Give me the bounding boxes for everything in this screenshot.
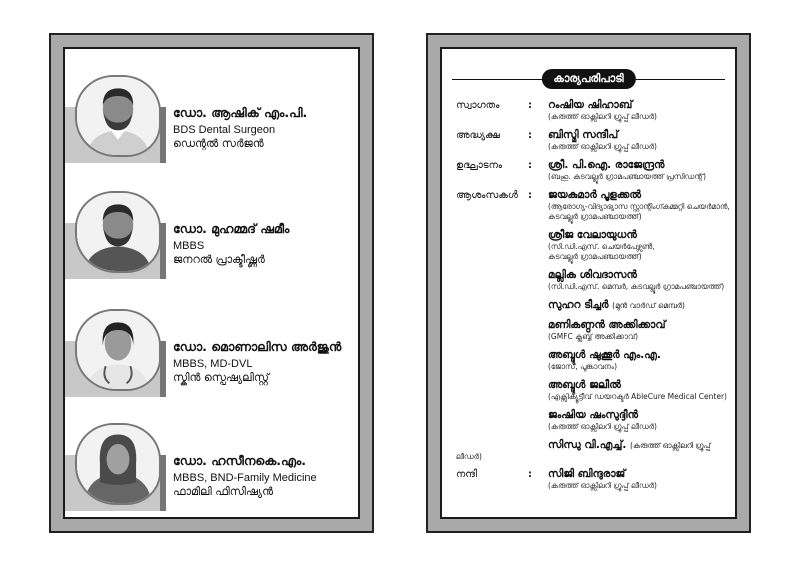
- programme-people: [548, 189, 736, 452]
- doctor-text: [173, 453, 317, 499]
- person-name: റംഷിയ ഷിഹാബ്: [548, 99, 633, 111]
- programme-row-thanks: [456, 468, 736, 498]
- person-desc-wrap: ലീഡർ): [456, 452, 482, 461]
- programme-person: [548, 99, 736, 122]
- person-name: സിന്ധു വി.എച്ച്.: [548, 439, 627, 451]
- programme-colon: :: [528, 160, 532, 171]
- doctor-card-4: [65, 419, 358, 519]
- doctor-qualification: MBBS, BND-Family Medicine: [173, 472, 317, 484]
- programme-role: ആശംസകൾ: [456, 190, 518, 201]
- person-desc: കടവല്ലൂർ ഗ്രാമപഞ്ചായത്ത്): [548, 252, 642, 261]
- doctor-card-3: [65, 305, 358, 405]
- programme-role: സ്വാഗതം: [456, 100, 500, 111]
- doctor-text: [173, 105, 307, 151]
- programme-row-welcome: [456, 99, 736, 129]
- person-desc: (കരുത്ത് ഓക്സിലറി ഗ്രൂപ്പ് ലീഡർ): [548, 481, 657, 490]
- programme-people: [548, 129, 736, 159]
- programme-row-felicitation: [456, 189, 736, 452]
- programme-person: [548, 439, 736, 452]
- person-desc: (സി.ഡി.എസ്. ചെയർപേഴ്സൺ,: [548, 242, 655, 251]
- person-desc: (കരുത്ത് ഓക്സിലറി ഗ്രൂപ്പ്: [630, 441, 711, 450]
- programme-panel: [426, 33, 751, 533]
- programme-colon: :: [528, 469, 532, 480]
- person-desc: (മുൻ വാർഡ് മെമ്പർ): [612, 301, 685, 310]
- programme-panel-inner: [440, 47, 737, 519]
- programme-row-inauguration: [456, 159, 736, 189]
- programme-person: [548, 468, 736, 491]
- doctor-card-1: [65, 71, 358, 171]
- doctor-text: [173, 221, 289, 267]
- doctor-name: ഡോ. ആഷിക് എം.പി.: [173, 105, 308, 120]
- doctor-role: ഡെന്റൽ സർജൻ: [173, 137, 264, 150]
- doctor-role: ജനറൽ പ്രാക്ടീഷ്ണർ: [173, 253, 265, 266]
- programme-title-row: [452, 69, 725, 89]
- doctor-text: [173, 339, 341, 385]
- doctor-qualification: MBBS: [173, 240, 205, 252]
- person-name: അബ്ദുൾ ജലീൽ: [548, 379, 621, 391]
- programme-title: കാര്യപരിപാടി: [541, 69, 635, 89]
- programme-colon: :: [528, 190, 532, 201]
- programme-people: [548, 159, 736, 189]
- person-desc: (ജോസ്, പൂങ്കാവനം): [548, 362, 618, 371]
- man-with-beard-photo: [75, 191, 161, 273]
- person-desc: (കരുത്ത് ഓക്സിലറി ഗ്രൂപ്പ് ലീഡർ): [548, 112, 657, 121]
- programme-person: [548, 129, 736, 152]
- programme-role: ഉദ്ഘാടനം: [456, 160, 503, 171]
- doctor-name: ഡോ. ഹസീനകെ.എം.: [173, 453, 307, 468]
- person-desc: കടവല്ലൂർ ഗ്രാമപഞ്ചായത്ത്): [548, 212, 642, 221]
- person-desc: (ആരോഗ്യ-വിദ്യാഭ്യാസ സ്റ്റാന്റിംഗ്കമ്മറ്റി ചെയർമാൻ,: [548, 202, 730, 211]
- person-desc: (കരുത്ത് ഓക്സിലറി ഗ്രൂപ്പ് ലീഡർ): [548, 422, 657, 431]
- doctor-role: സ്കിൻ സ്പെഷ്യലിസ്റ്റ്: [173, 371, 269, 384]
- person-desc: (സി.ഡി.എസ്. മെമ്പർ, കടവല്ലൂർ ഗ്രാമപഞ്ചായത്ത്): [548, 282, 725, 291]
- person-name: സുഹറ ടീച്ചർ: [548, 299, 609, 311]
- programme-person: [548, 379, 736, 402]
- programme-person: [548, 409, 736, 432]
- programme-person: [548, 159, 736, 182]
- person-name: സിജി ബിന്ദുരാജ്: [548, 468, 626, 480]
- programme-person: [548, 189, 736, 222]
- person-desc: (ബഹു. കടവല്ലൂർ ഗ്രാമപഞ്ചായത്ത് പ്രസിഡന്റ്): [548, 172, 707, 181]
- programme-person: [548, 319, 736, 342]
- doctors-panel-inner: [63, 47, 360, 519]
- person-name: ശ്രീജ വേലായുധൻ: [548, 229, 637, 241]
- programme-role: നന്ദി: [456, 469, 478, 480]
- doctor-qualification: MBBS, MD-DVL: [173, 358, 253, 370]
- person-name: മല്ലിക ശിവദാസൻ: [548, 269, 637, 281]
- programme-colon: :: [528, 100, 532, 111]
- person-desc: (GMFC ക്ലബ്ബ് അക്കിക്കാവ്): [548, 332, 639, 341]
- person-name: ജയകുമാർ പൂളക്കൽ: [548, 189, 642, 201]
- doctor-qualification: BDS Dental Surgeon: [173, 124, 276, 136]
- doctors-panel: [49, 33, 374, 533]
- person-name: മണികണ്ഠൻ അക്കിക്കാവ്: [548, 319, 666, 331]
- programme-list: [456, 99, 736, 498]
- person-name: ശ്രീ. പി.ഐ. രാജേന്ദ്രൻ: [548, 159, 665, 171]
- programme-row-presidency: [456, 129, 736, 159]
- person-name: ബിസ്മി സന്ദീപ്: [548, 129, 619, 141]
- person-name: അബ്ദുൾ ഷുക്കൂർ എം.എ.: [548, 349, 661, 361]
- programme-people: [548, 99, 736, 129]
- person-desc: (എക്സിക്യൂട്ടീവ് ഡയറക്ടർ AbleCure Medical Center): [548, 392, 727, 401]
- programme-person: [548, 349, 736, 372]
- person-name: ജംഷിയ ഷംസുദ്ദീൻ: [548, 409, 639, 421]
- programme-people: [548, 468, 736, 498]
- programme-role: അദ്ധ്യക്ഷ: [456, 130, 500, 141]
- programme-person: [548, 269, 736, 292]
- programme-person: [548, 229, 736, 262]
- programme-colon: :: [528, 130, 532, 141]
- person-name-line: [548, 299, 736, 312]
- doctor-role: ഫാമിലി ഫിസിഷ്യൻ: [173, 485, 273, 498]
- person-desc: (കരുത്ത് ഓക്സിലറി ഗ്രൂപ്പ് ലീഡർ): [548, 142, 657, 151]
- woman-doctor-photo: [75, 309, 161, 391]
- woman-in-scarf-photo: [75, 423, 161, 505]
- programme-person: [548, 299, 736, 312]
- doctor-card-2: [65, 187, 358, 287]
- doctor-name: ഡോ. മുഹമ്മദ് ഷമീം: [173, 221, 290, 236]
- doctor-name: ഡോ. മൊണാലിസ അർജുൻ: [173, 339, 342, 354]
- man-with-beard-photo: [75, 75, 161, 157]
- person-name-line: [548, 439, 736, 452]
